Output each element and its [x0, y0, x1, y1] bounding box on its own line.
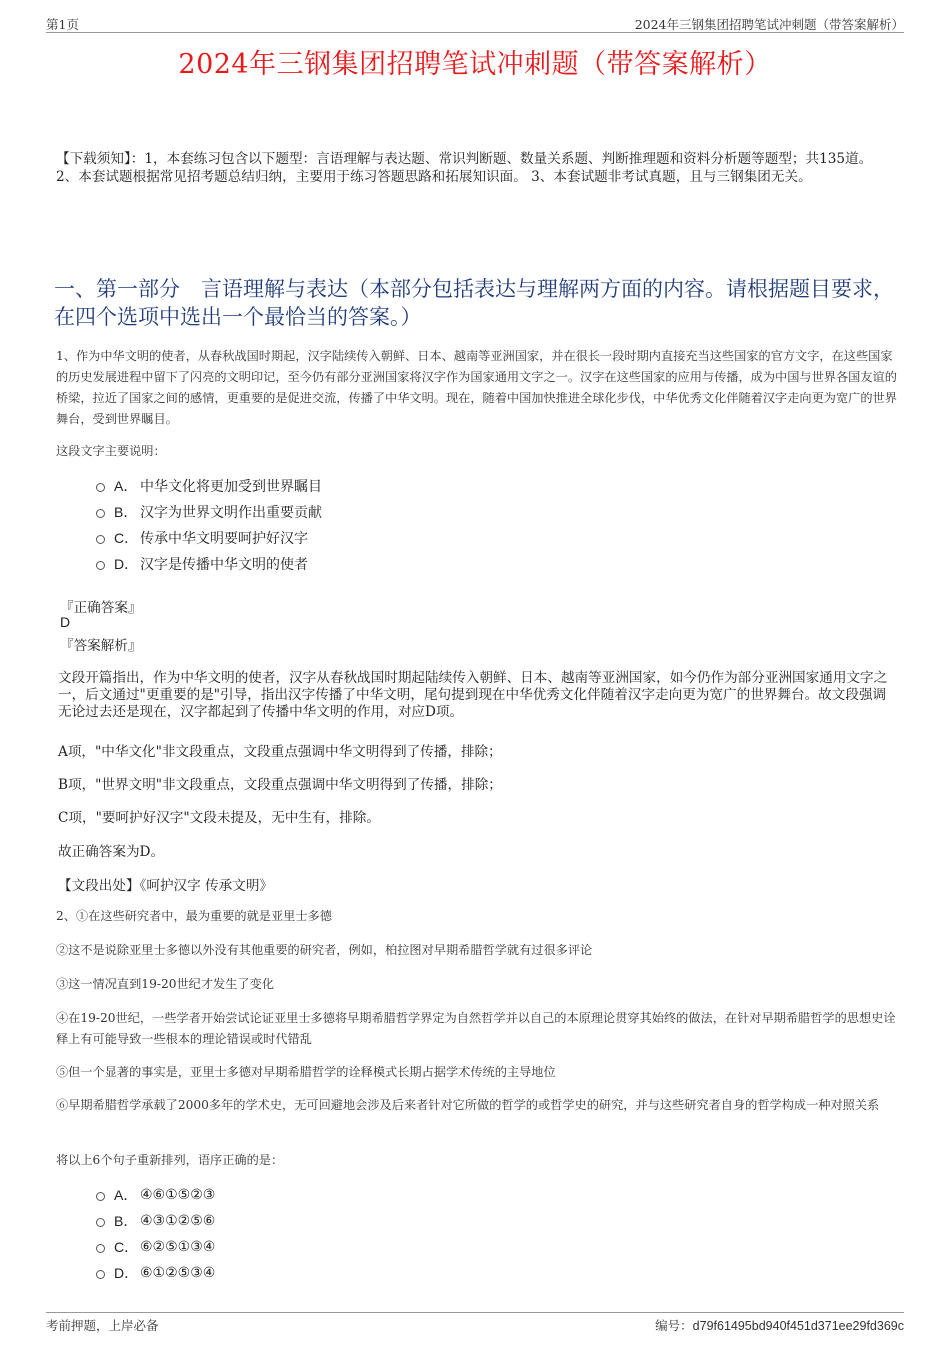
question-2-sentence-3: ③这一情况直到19-20世纪才发生了变化 [56, 977, 274, 991]
option-c[interactable]: C． 传承中华文明要呵护好汉字 [96, 525, 322, 551]
footer-slogan: 考前押题，上岸必备 [46, 1318, 159, 1333]
radio-icon[interactable] [96, 1218, 105, 1227]
question-2-sentence-1: 2、①在这些研究者中，最为重要的就是亚里士多德 [56, 909, 332, 923]
page-number: 第1页 [46, 17, 79, 32]
option-c[interactable]: C． ⑥②⑤①③④ [96, 1234, 215, 1260]
option-d[interactable]: D． ⑥①②⑤③④ [96, 1260, 215, 1286]
analysis-conclusion: 故正确答案为D。 [58, 844, 165, 860]
option-a[interactable]: A． ④⑥①⑤②③ [96, 1182, 215, 1208]
option-b[interactable]: B． ④③①②⑤⑥ [96, 1208, 215, 1234]
text-source: 【文段出处】《呵护汉字 传承文明》 [58, 878, 274, 894]
radio-icon[interactable] [96, 483, 105, 492]
question-2-sentence-6: ⑥早期希腊哲学承载了2000多年的学术史，无可回避地会涉及后来者针对它所做的哲学的或哲学史的研究，并与这些研究者自身的哲学构成一种对照关系 [56, 1098, 880, 1112]
radio-icon[interactable] [96, 1270, 105, 1279]
question-1-prompt: 这段文字主要说明： [56, 444, 166, 458]
analysis-text: 文段开篇指出，作为中华文明的使者，汉字从春秋战国时期起陆续传入朝鲜、日本、越南等亚洲国家，如今仍作为部分亚洲国家通用文字之一，后文通过"更重要的是"引导，指出汉字传播了中华文明，尾句提到现在中华优秀文化伴随着汉字走向更为宽广的世界舞台。故文段强调无论过去还是现在，汉字都起到了传播中华文明的作用，对应D项。 [58, 670, 888, 720]
page-header [46, 14, 904, 33]
radio-icon[interactable] [96, 1244, 105, 1253]
analysis-label: 『答案解析』 [60, 638, 142, 654]
header-doc-title: 2024年三钢集团招聘笔试冲刺题（带答案解析） [634, 17, 904, 32]
question-2-options [96, 1182, 215, 1286]
option-a[interactable]: A． 中华文化将更加受到世界瞩目 [96, 473, 322, 499]
radio-icon[interactable] [96, 509, 105, 518]
analysis-line-c: C项，"要呵护好汉字"文段未提及，无中生有，排除。 [58, 810, 380, 826]
question-1-options [96, 473, 322, 577]
analysis-line-a: A项，"中华文化"非文段重点，文段重点强调中华文明得到了传播，排除； [58, 744, 502, 760]
question-2-sentence-5: ⑤但一个显著的事实是，亚里士多德对早期希腊哲学的诠释模式长期占据学术传统的主导地位 [56, 1065, 556, 1079]
option-d[interactable]: D． 汉字是传播中华文明的使者 [96, 551, 322, 577]
radio-icon[interactable] [96, 535, 105, 544]
answer-value: D [60, 614, 71, 630]
download-notice: 【下载须知】：1，本套练习包含以下题型：言语理解与表达题、常识判断题、数量关系题、判断推理题和资料分析题等题型；共135道。 2、本套试题根据常见招考题总结归纳，主要用于练习答题思路和拓展知识面。 3、本套试题非考试真题，且与三钢集团无关。 [56, 151, 873, 185]
question-1-text: 1、作为中华文明的使者，从春秋战国时期起，汉字陆续传入朝鲜、日本、越南等亚洲国家，并在很长一段时期内直接充当这些国家的官方文字，在这些国家的历史发展进程中留下了闪亮的文明印记，至今仍有部分亚洲国家将汉字作为国家通用文字之一。汉字在这些国家的应用与传播，成为中国与世界各国友谊的桥梁，拉近了国家之间的感情，更重要的是促进交流，传播了中华文明。现在，随着中国加快推进全球化步伐，中华优秀文化伴随着汉字走向更为宽广的世界舞台，受到世界瞩目。 [56, 349, 897, 426]
section-heading: 一、第一部分 言语理解与表达（本部分包括表达与理解两方面的内容。请根据题目要求，在四个选项中选出一个最恰当的答案。） [54, 277, 894, 329]
footer-code: 编号：d79f61495bd940f451d371ee29fd369c [655, 1318, 904, 1333]
radio-icon[interactable] [96, 1192, 105, 1201]
answer-label: 『正确答案』 [60, 600, 142, 616]
question-2-prompt: 将以上6个句子重新排列，语序正确的是： [56, 1153, 284, 1167]
page-footer [46, 1312, 904, 1333]
question-2-sentence-2: ②这不是说除亚里士多德以外没有其他重要的研究者，例如，柏拉图对早期希腊哲学就有过很多评论 [56, 943, 593, 957]
option-b[interactable]: B． 汉字为世界文明作出重要贡献 [96, 499, 322, 525]
question-2-sentence-4: ④在19-20世纪，一些学者开始尝试论证亚里士多德将早期希腊哲学界定为自然哲学并以自己的本原理论贯穿其始终的做法，在针对早期希腊哲学的思想史诠释上有可能导致一些根本的理论错误或时代错乱 [56, 1011, 896, 1046]
document-title: 2024年三钢集团招聘笔试冲刺题（带答案解析） [178, 49, 772, 80]
radio-icon[interactable] [96, 561, 105, 570]
analysis-line-b: B项，"世界文明"非文段重点，文段重点强调中华文明得到了传播，排除； [58, 777, 502, 793]
